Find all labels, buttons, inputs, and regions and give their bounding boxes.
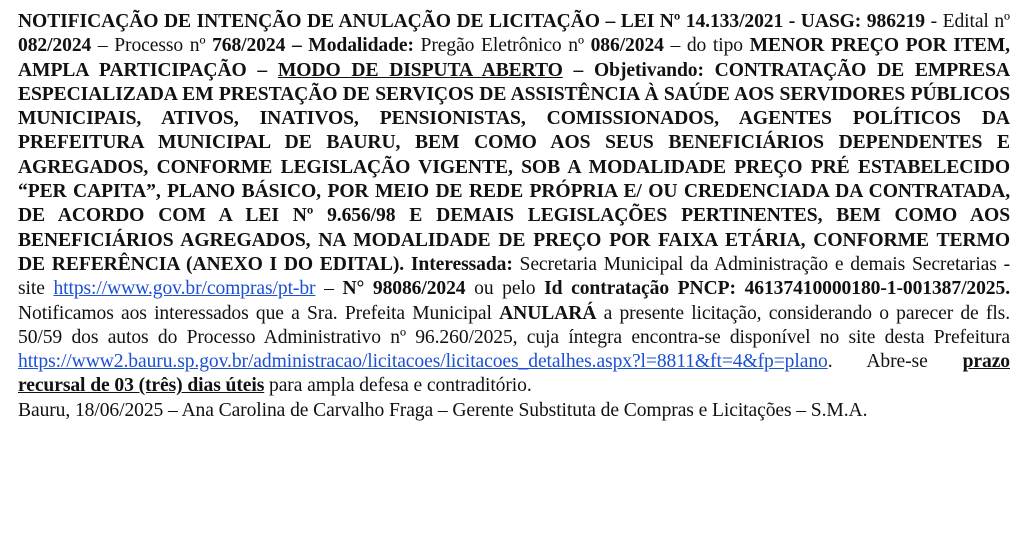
notice-title: NOTIFICAÇÃO DE INTENÇÃO DE ANULAÇÃO DE LICITAÇÃO – LEI Nº 14.133/2021 - UASG: 986219 — [18, 11, 925, 32]
modo-disputa: MODO DE DISPUTA ABERTO — [277, 59, 563, 81]
prazo-recursal: prazo recursal de 03 (três) dias úteis — [18, 351, 1010, 397]
pncp-id: Id contratação PNCP: 46137410000180-1-001387/2025. — [544, 278, 1010, 300]
defesa-text: para ampla defesa e contraditório. — [264, 375, 532, 397]
interessada-label: Interessada: — [404, 253, 513, 275]
prefeitura-link[interactable]: https://www2.bauru.sp.gov.br/administracao/licitacoes/licitacoes_detalhes.aspx?l=8811&ft=4&fp=plano — [18, 351, 828, 373]
tipo-value: MENOR PREÇO POR ITEM, AMPLA PARTICIPAÇÃO – — [18, 35, 1010, 81]
notificamos-text: Notificamos aos interessados que a Sra. Prefeita Municipal — [18, 302, 500, 324]
processo-label: – Processo nº — [91, 35, 213, 57]
gov-compras-link[interactable]: https://www.gov.br/compras/pt-br — [53, 278, 316, 300]
ou-pelo-text: ou pelo — [465, 278, 545, 300]
objeto-text: CONTRATAÇÃO DE EMPRESA ESPECIALIZADA EM PRESTAÇÃO DE SERVIÇOS DE ASSISTÊNCIA À SAÚDE AOS SERVIDORES PÚBLICOS MUNICIPAIS, ATIVOS, INATIVOS, PENSIONISTAS, COMISSIONADOS, AGENTES POLÍTICOS DA PREFEITURA MUNICIPAL DE BAURU, BEM COMO AOS SEUS BENEFICIÁRIOS DEPENDENTES E AGREGADOS, CONFORME LEGISLAÇÃO VIGENTE, SOB A MODALIDADE PREÇO PRÉ ESTABELECIDO “PER CAPITA”, PLANO BÁSICO, POR MEIO DE REDE PRÓPRIA E/ OU CREDENCIADA DA CONTRATADA, DE ACORDO COM A LEI Nº 9.656/98 E DEMAIS LEGISLAÇÕES PERTINENTES, BEM COMO AOS BENEFICIÁRIOS AGREGADOS, NA MODALIDADE DE PREÇO POR FAIXA ETÁRIA, CONFORME TERMO DE REFERÊNCIA (ANEXO I DO EDITAL). — [18, 59, 1010, 275]
processo-number: 768/2024 — [212, 35, 286, 57]
notice-body — [18, 10, 1010, 399]
objetivando-label: – Objetivando: — [562, 59, 715, 81]
modalidade-number: 086/2024 — [590, 35, 664, 57]
edital-number: 082/2024 — [18, 35, 92, 57]
abre-se-text: . Abre-se — [827, 351, 963, 373]
interessada-value: Secretaria Municipal da Administração e demais Secretarias - site — [18, 253, 1010, 300]
anulara-text: ANULARÁ — [499, 302, 597, 324]
edital-label: - Edital nº — [925, 11, 1011, 32]
modalidade-value: Pregão Eletrônico nº — [413, 35, 591, 57]
dash-separator: – — [315, 278, 343, 300]
modalidade-label: – Modalidade: — [285, 35, 414, 57]
tipo-prefix: – do tipo — [663, 35, 750, 57]
signature-line: Bauru, 18/06/2025 – Ana Carolina de Carvalho Fraga – Gerente Substituta de Compras e Licitações – S.M.A. — [18, 399, 868, 421]
compras-number: N° 98086/2024 — [342, 278, 466, 300]
parecer-text: a presente licitação, considerando o parecer de fls. 50/59 dos autos do Processo Administrativo nº 96.260/2025, cuja íntegra encontra-se disponível no site desta Prefeitura — [18, 302, 1010, 348]
